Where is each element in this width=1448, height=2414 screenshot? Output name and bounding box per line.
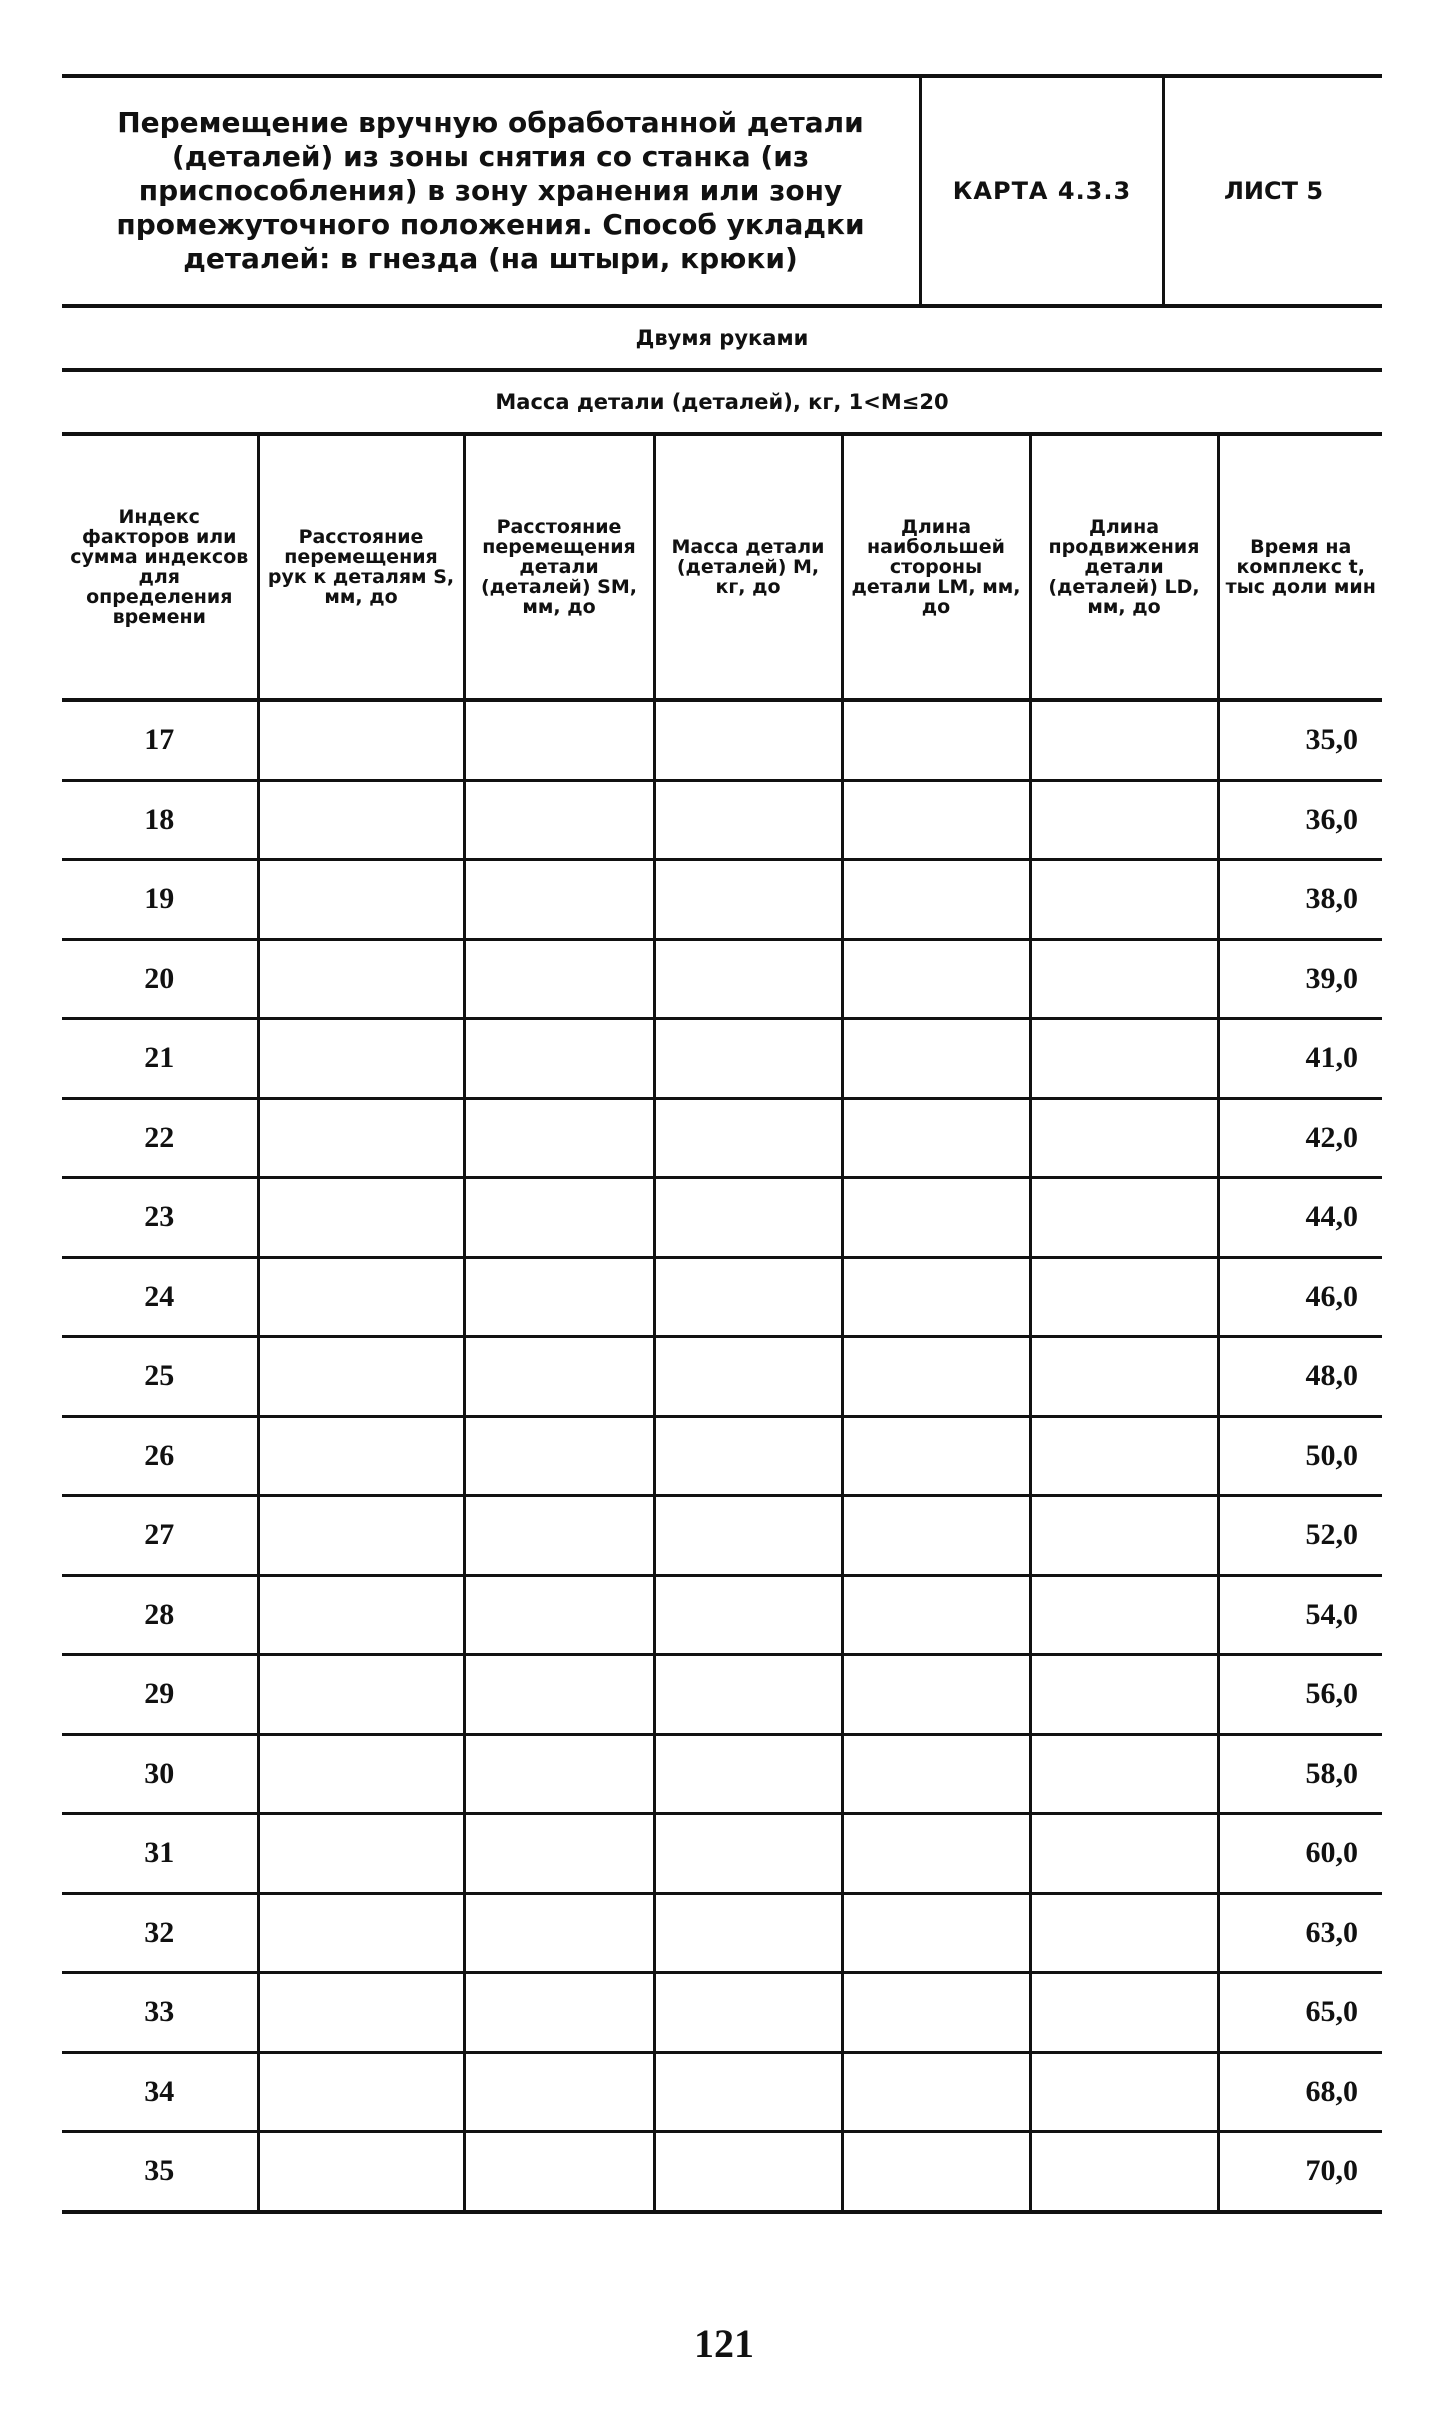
empty-cell: [654, 1893, 842, 1973]
table-row: [62, 1496, 1382, 1576]
time-cell: 54,0: [1218, 1575, 1382, 1655]
empty-cell: [1030, 700, 1218, 780]
empty-cell: [654, 1496, 842, 1576]
time-cell: 50,0: [1218, 1416, 1382, 1496]
empty-cell: [842, 1416, 1030, 1496]
index-cell: 19: [62, 860, 258, 940]
empty-cell: [842, 1178, 1030, 1258]
empty-cell: [1030, 1655, 1218, 1735]
time-cell: 44,0: [1218, 1178, 1382, 1258]
time-cell: 39,0: [1218, 939, 1382, 1019]
time-norm-table: [62, 436, 1382, 2214]
index-cell: 24: [62, 1257, 258, 1337]
index-cell: 21: [62, 1019, 258, 1099]
empty-cell: [654, 1098, 842, 1178]
empty-cell: [258, 1575, 464, 1655]
empty-cell: [464, 1814, 654, 1894]
empty-cell: [654, 1734, 842, 1814]
table-row: [62, 1098, 1382, 1178]
empty-cell: [654, 780, 842, 860]
index-cell: 26: [62, 1416, 258, 1496]
time-cell: 63,0: [1218, 1893, 1382, 1973]
table-row: [62, 1416, 1382, 1496]
empty-cell: [654, 1575, 842, 1655]
empty-cell: [258, 2052, 464, 2132]
empty-cell: [464, 1973, 654, 2053]
table-row: [62, 1655, 1382, 1735]
index-cell: 33: [62, 1973, 258, 2053]
column-header-part-distance: Расстояние перемещения детали (деталей) SM, мм, до: [464, 436, 654, 700]
time-cell: 36,0: [1218, 780, 1382, 860]
time-cell: 60,0: [1218, 1814, 1382, 1894]
table-row: [62, 700, 1382, 780]
empty-cell: [1030, 1734, 1218, 1814]
table-row: [62, 1337, 1382, 1417]
table-row: [62, 1257, 1382, 1337]
empty-cell: [464, 1496, 654, 1576]
empty-cell: [654, 2132, 842, 2212]
column-header-time: Время на комплекс t, тыс доли мин: [1218, 436, 1382, 700]
empty-cell: [1030, 2132, 1218, 2212]
empty-cell: [258, 1814, 464, 1894]
empty-cell: [258, 1337, 464, 1417]
page-number: 121: [694, 2321, 754, 2366]
column-header-index: Индекс факторов или сумма индексов для определения времени: [62, 436, 258, 700]
empty-cell: [1030, 1416, 1218, 1496]
empty-cell: [842, 1575, 1030, 1655]
empty-cell: [654, 1973, 842, 2053]
empty-cell: [842, 700, 1030, 780]
empty-cell: [842, 2132, 1030, 2212]
empty-cell: [464, 1575, 654, 1655]
hands-condition: Двумя руками: [62, 308, 1382, 372]
empty-cell: [842, 1893, 1030, 1973]
empty-cell: [1030, 1893, 1218, 1973]
empty-cell: [258, 860, 464, 940]
empty-cell: [1030, 1337, 1218, 1417]
empty-cell: [1030, 1575, 1218, 1655]
empty-cell: [654, 1814, 842, 1894]
table-row: [62, 1973, 1382, 2053]
empty-cell: [654, 1416, 842, 1496]
index-cell: 35: [62, 2132, 258, 2212]
empty-cell: [654, 1178, 842, 1258]
empty-cell: [258, 1973, 464, 2053]
mass-condition: Масса детали (деталей), кг, 1<M≤20: [62, 372, 1382, 436]
empty-cell: [258, 1496, 464, 1576]
table-header-row: [62, 436, 1382, 700]
empty-cell: [842, 2052, 1030, 2132]
index-cell: 29: [62, 1655, 258, 1735]
empty-cell: [654, 700, 842, 780]
empty-cell: [842, 1098, 1030, 1178]
index-cell: 28: [62, 1575, 258, 1655]
index-cell: 18: [62, 780, 258, 860]
time-cell: 38,0: [1218, 860, 1382, 940]
empty-cell: [654, 860, 842, 940]
index-cell: 30: [62, 1734, 258, 1814]
empty-cell: [464, 1416, 654, 1496]
table-row: [62, 2132, 1382, 2212]
empty-cell: [464, 860, 654, 940]
empty-cell: [464, 1178, 654, 1258]
document-page: [62, 74, 1382, 2214]
empty-cell: [654, 1257, 842, 1337]
time-cell: 35,0: [1218, 700, 1382, 780]
time-cell: 46,0: [1218, 1257, 1382, 1337]
empty-cell: [654, 1655, 842, 1735]
empty-cell: [842, 1019, 1030, 1099]
table-row: [62, 1019, 1382, 1099]
index-cell: 27: [62, 1496, 258, 1576]
empty-cell: [842, 1655, 1030, 1735]
empty-cell: [842, 1257, 1030, 1337]
column-header-hand-distance: Расстояние перемещения рук к деталям S, мм, до: [258, 436, 464, 700]
table-row: [62, 1575, 1382, 1655]
card-number: КАРТА 4.3.3: [922, 78, 1165, 304]
empty-cell: [258, 1655, 464, 1735]
empty-cell: [842, 1337, 1030, 1417]
empty-cell: [842, 939, 1030, 1019]
empty-cell: [464, 2132, 654, 2212]
index-cell: 17: [62, 700, 258, 780]
empty-cell: [258, 1098, 464, 1178]
time-cell: 68,0: [1218, 2052, 1382, 2132]
empty-cell: [1030, 1178, 1218, 1258]
table-row: [62, 780, 1382, 860]
time-cell: 65,0: [1218, 1973, 1382, 2053]
index-cell: 34: [62, 2052, 258, 2132]
empty-cell: [464, 939, 654, 1019]
index-cell: 22: [62, 1098, 258, 1178]
index-cell: 31: [62, 1814, 258, 1894]
index-cell: 32: [62, 1893, 258, 1973]
empty-cell: [1030, 780, 1218, 860]
empty-cell: [464, 1655, 654, 1735]
empty-cell: [464, 2052, 654, 2132]
column-header-longest-side: Длина наибольшей стороны детали LM, мм, до: [842, 436, 1030, 700]
empty-cell: [842, 780, 1030, 860]
empty-cell: [464, 1337, 654, 1417]
empty-cell: [654, 2052, 842, 2132]
empty-cell: [258, 1893, 464, 1973]
empty-cell: [258, 1416, 464, 1496]
empty-cell: [1030, 1098, 1218, 1178]
time-cell: 56,0: [1218, 1655, 1382, 1735]
sheet-number: ЛИСТ 5: [1223, 177, 1324, 205]
time-cell: 70,0: [1218, 2132, 1382, 2212]
empty-cell: [258, 1178, 464, 1258]
table-row: [62, 1814, 1382, 1894]
table-row: [62, 939, 1382, 1019]
empty-cell: [1030, 1019, 1218, 1099]
empty-cell: [258, 780, 464, 860]
empty-cell: [1030, 2052, 1218, 2132]
empty-cell: [258, 2132, 464, 2212]
empty-cell: [654, 939, 842, 1019]
time-cell: 52,0: [1218, 1496, 1382, 1576]
table-row: [62, 1734, 1382, 1814]
empty-cell: [258, 939, 464, 1019]
card-header: [62, 74, 1382, 308]
empty-cell: [842, 1496, 1030, 1576]
empty-cell: [464, 780, 654, 860]
empty-cell: [464, 1893, 654, 1973]
empty-cell: [1030, 939, 1218, 1019]
column-header-mass: Масса детали (деталей) M, кг, до: [654, 436, 842, 700]
empty-cell: [464, 1734, 654, 1814]
empty-cell: [464, 700, 654, 780]
operation-title: Перемещение вручную обработанной детали (деталей) из зоны снятия со станка (из приспособления) в зону хранения или зону промежуточного положения. Способ укладки деталей: в гнезда (на штыри, крюки): [62, 78, 922, 304]
empty-cell: [464, 1257, 654, 1337]
time-cell: 48,0: [1218, 1337, 1382, 1417]
table-body: [62, 700, 1382, 2212]
index-cell: 20: [62, 939, 258, 1019]
empty-cell: [842, 1973, 1030, 2053]
empty-cell: [1030, 1496, 1218, 1576]
column-header-advance-length: Длина продвижения детали (деталей) LD, мм, до: [1030, 436, 1218, 700]
empty-cell: [258, 1734, 464, 1814]
table-row: [62, 2052, 1382, 2132]
time-cell: 58,0: [1218, 1734, 1382, 1814]
time-cell: 42,0: [1218, 1098, 1382, 1178]
empty-cell: [464, 1019, 654, 1099]
empty-cell: [654, 1019, 842, 1099]
table-row: [62, 1893, 1382, 1973]
index-cell: 23: [62, 1178, 258, 1258]
empty-cell: [1030, 1814, 1218, 1894]
empty-cell: [1030, 1973, 1218, 2053]
empty-cell: [842, 860, 1030, 940]
table-row: [62, 1178, 1382, 1258]
index-cell: 25: [62, 1337, 258, 1417]
table-row: [62, 860, 1382, 940]
empty-cell: [842, 1734, 1030, 1814]
empty-cell: [258, 1019, 464, 1099]
empty-cell: [464, 1098, 654, 1178]
empty-cell: [1030, 860, 1218, 940]
empty-cell: [258, 1257, 464, 1337]
empty-cell: [258, 700, 464, 780]
empty-cell: [654, 1337, 842, 1417]
time-cell: 41,0: [1218, 1019, 1382, 1099]
empty-cell: [842, 1814, 1030, 1894]
empty-cell: [1030, 1257, 1218, 1337]
